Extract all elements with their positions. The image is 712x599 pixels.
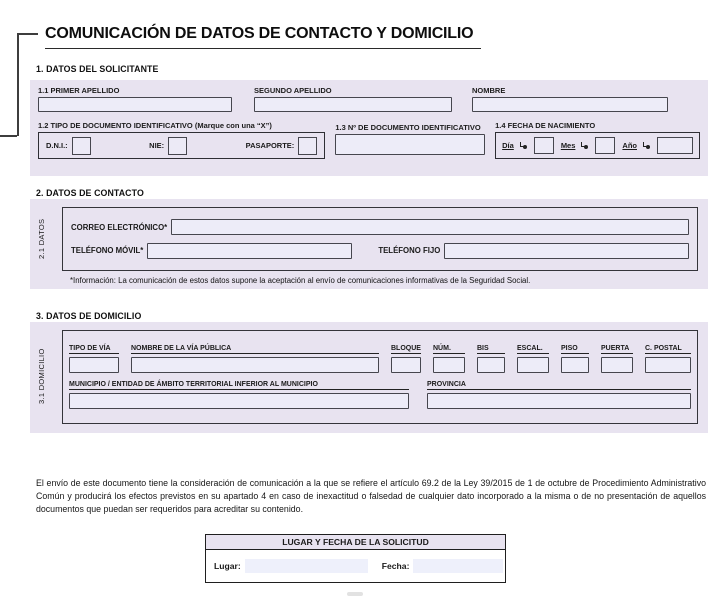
section2-band [30, 199, 708, 289]
correo-label: CORREO ELECTRÓNICO* [71, 222, 168, 232]
fecha-nacimiento-label: 1.4 FECHA DE NACIMIENTO [495, 121, 596, 130]
correo-input[interactable] [171, 219, 689, 235]
municipio-group [69, 381, 409, 409]
segundo-apellido-label: SEGUNDO APELLIDO [254, 86, 332, 95]
document-fields-row [38, 121, 700, 159]
lugar-fecha-body [206, 550, 505, 573]
lugar-label: Lugar: [214, 561, 241, 571]
bis-label: BIS [477, 345, 505, 354]
tipo-documento-label: 1.2 TIPO DE DOCUMENTO IDENTIFICATIVO (Marque con una “X”) [38, 121, 272, 130]
dni-checkbox[interactable] [72, 137, 91, 155]
section2-heading: 2. DATOS DE CONTACTO [36, 188, 144, 198]
codigo-postal-group [645, 345, 691, 373]
page-title: COMUNICACIÓN DE DATOS DE CONTACTO Y DOMICILIO [45, 25, 474, 42]
segundo-apellido-input[interactable] [254, 97, 452, 112]
nie-pair [149, 137, 187, 155]
num-label: NÚM. [433, 345, 465, 354]
ano-label: Año [622, 141, 637, 150]
municipio-row [69, 381, 691, 409]
nombre-via-input[interactable] [131, 357, 379, 373]
piso-input[interactable] [561, 357, 589, 373]
nombre-input[interactable] [472, 97, 668, 112]
nie-checkbox[interactable] [168, 137, 187, 155]
corner-bracket-top [17, 33, 38, 35]
tipo-via-label: TIPO DE VÍA [69, 345, 119, 354]
dia-label: Día [502, 141, 514, 150]
municipio-label: MUNICIPIO / ENTIDAD DE ÁMBITO TERRITORIAL INFERIOR AL MUNICIPIO [69, 381, 409, 390]
tipo-documento-box [38, 132, 325, 159]
corner-bracket-side [17, 33, 19, 136]
mes-input[interactable] [595, 137, 615, 154]
bloque-label: BLOQUE [391, 344, 421, 352]
address-box [62, 330, 698, 424]
name-fields-row [38, 86, 700, 112]
title-underline [45, 48, 481, 49]
lugar-input[interactable] [245, 559, 368, 573]
primer-apellido-input[interactable] [38, 97, 232, 112]
num-input[interactable] [433, 357, 465, 373]
correo-row [71, 219, 689, 235]
num-group [433, 345, 465, 373]
section1-heading: 1. DATOS DEL SOLICITANTE [36, 64, 159, 74]
corner-bracket-bottom [0, 135, 17, 137]
telefono-movil-input[interactable] [147, 243, 352, 259]
puerta-label: PUERTA [601, 345, 633, 354]
bloque-input[interactable] [391, 357, 421, 373]
fecha-nacimiento-group [495, 121, 700, 159]
num-documento-group [335, 123, 485, 155]
mes-label: Mes [560, 141, 576, 150]
piso-label: PISO [561, 345, 589, 354]
pasaporte-pair [246, 137, 318, 155]
telefonos-row [71, 243, 689, 259]
section2-side-label: 2.1 DATOS [37, 218, 46, 260]
escalera-label: ESCAL. [517, 345, 549, 354]
fecha-nacimiento-box [495, 132, 700, 159]
pasaporte-label: PASAPORTE: [245, 141, 295, 150]
provincia-label: PROVINCIA [427, 381, 691, 390]
telefono-fijo-label: TELÉFONO FIJO [378, 246, 441, 256]
escalera-group [517, 345, 549, 373]
puerta-input[interactable] [601, 357, 633, 373]
contact-box [62, 207, 698, 271]
nombre-group [472, 86, 668, 112]
contact-info-note: *Información: La comunicación de estos datos supone la aceptación al envío de comunicaciones informativas de la Seguridad Social. [70, 276, 531, 285]
provincia-input[interactable] [427, 393, 691, 409]
nombre-via-group [131, 345, 379, 373]
telefono-movil-label: TELÉFONO MÓVIL* [71, 246, 144, 256]
primer-apellido-label: 1.1 PRIMER APELLIDO [38, 86, 120, 95]
lugar-fecha-box [205, 534, 506, 583]
nombre-via-label: NOMBRE DE LA VÍA PÚBLICA [131, 345, 379, 354]
tipo-documento-group [38, 121, 325, 159]
telefono-fijo-input[interactable] [444, 243, 689, 259]
codigo-postal-input[interactable] [645, 357, 691, 373]
segundo-apellido-group [254, 86, 452, 112]
municipio-input[interactable] [69, 393, 409, 409]
tipo-via-input[interactable] [69, 357, 119, 373]
provincia-group [427, 381, 691, 409]
dia-input[interactable] [534, 137, 554, 154]
bis-input[interactable] [477, 357, 505, 373]
section3-heading: 3. DATOS DE DOMICILIO [36, 311, 142, 321]
leader-dot-icon [519, 141, 527, 150]
leader-dot-icon [580, 141, 588, 150]
nombre-label: NOMBRE [472, 86, 506, 95]
piso-group [561, 345, 589, 373]
fecha-label: Fecha: [381, 561, 410, 571]
num-documento-label: 1.3 Nº DE DOCUMENTO IDENTIFICATIVO [335, 123, 481, 132]
num-documento-input[interactable] [335, 134, 485, 155]
leader-dot-icon [642, 141, 650, 150]
bloque-group [391, 345, 421, 373]
codigo-postal-label: C. POSTAL [645, 345, 691, 354]
dni-pair [46, 137, 91, 155]
section3-side-label: 3.1 DOMICILIO [37, 348, 46, 404]
lugar-fecha-heading: LUGAR Y FECHA DE LA SOLICITUD [206, 535, 505, 550]
bis-group [477, 345, 505, 373]
street-row [69, 345, 691, 373]
dni-label: D.N.I.: [46, 141, 68, 150]
pasaporte-checkbox[interactable] [298, 137, 317, 155]
tipo-via-group [69, 345, 119, 373]
section1-band [30, 80, 708, 176]
nie-label: NIE: [149, 141, 165, 150]
ano-input[interactable] [657, 137, 693, 154]
primer-apellido-group [38, 86, 232, 112]
fecha-input[interactable] [413, 559, 503, 573]
page-footer-smudge [347, 592, 363, 596]
puerta-group [601, 345, 633, 373]
legal-paragraph: El envío de este documento tiene la consideración de comunicación a la que se refiere el artículo 69.2 de la Ley 39/2015 de 1 de octubre de Procedimiento Administrativo Común y producirá los efectos previstos en su apartado 4 en caso de inexactitud o falsedad de cualquier dato incorporado a la misma o de no presentación de aquellos documentos que puedan ser requeridos para acreditar su contenido. [36, 478, 706, 515]
section3-band [30, 322, 708, 433]
escalera-input[interactable] [517, 357, 549, 373]
